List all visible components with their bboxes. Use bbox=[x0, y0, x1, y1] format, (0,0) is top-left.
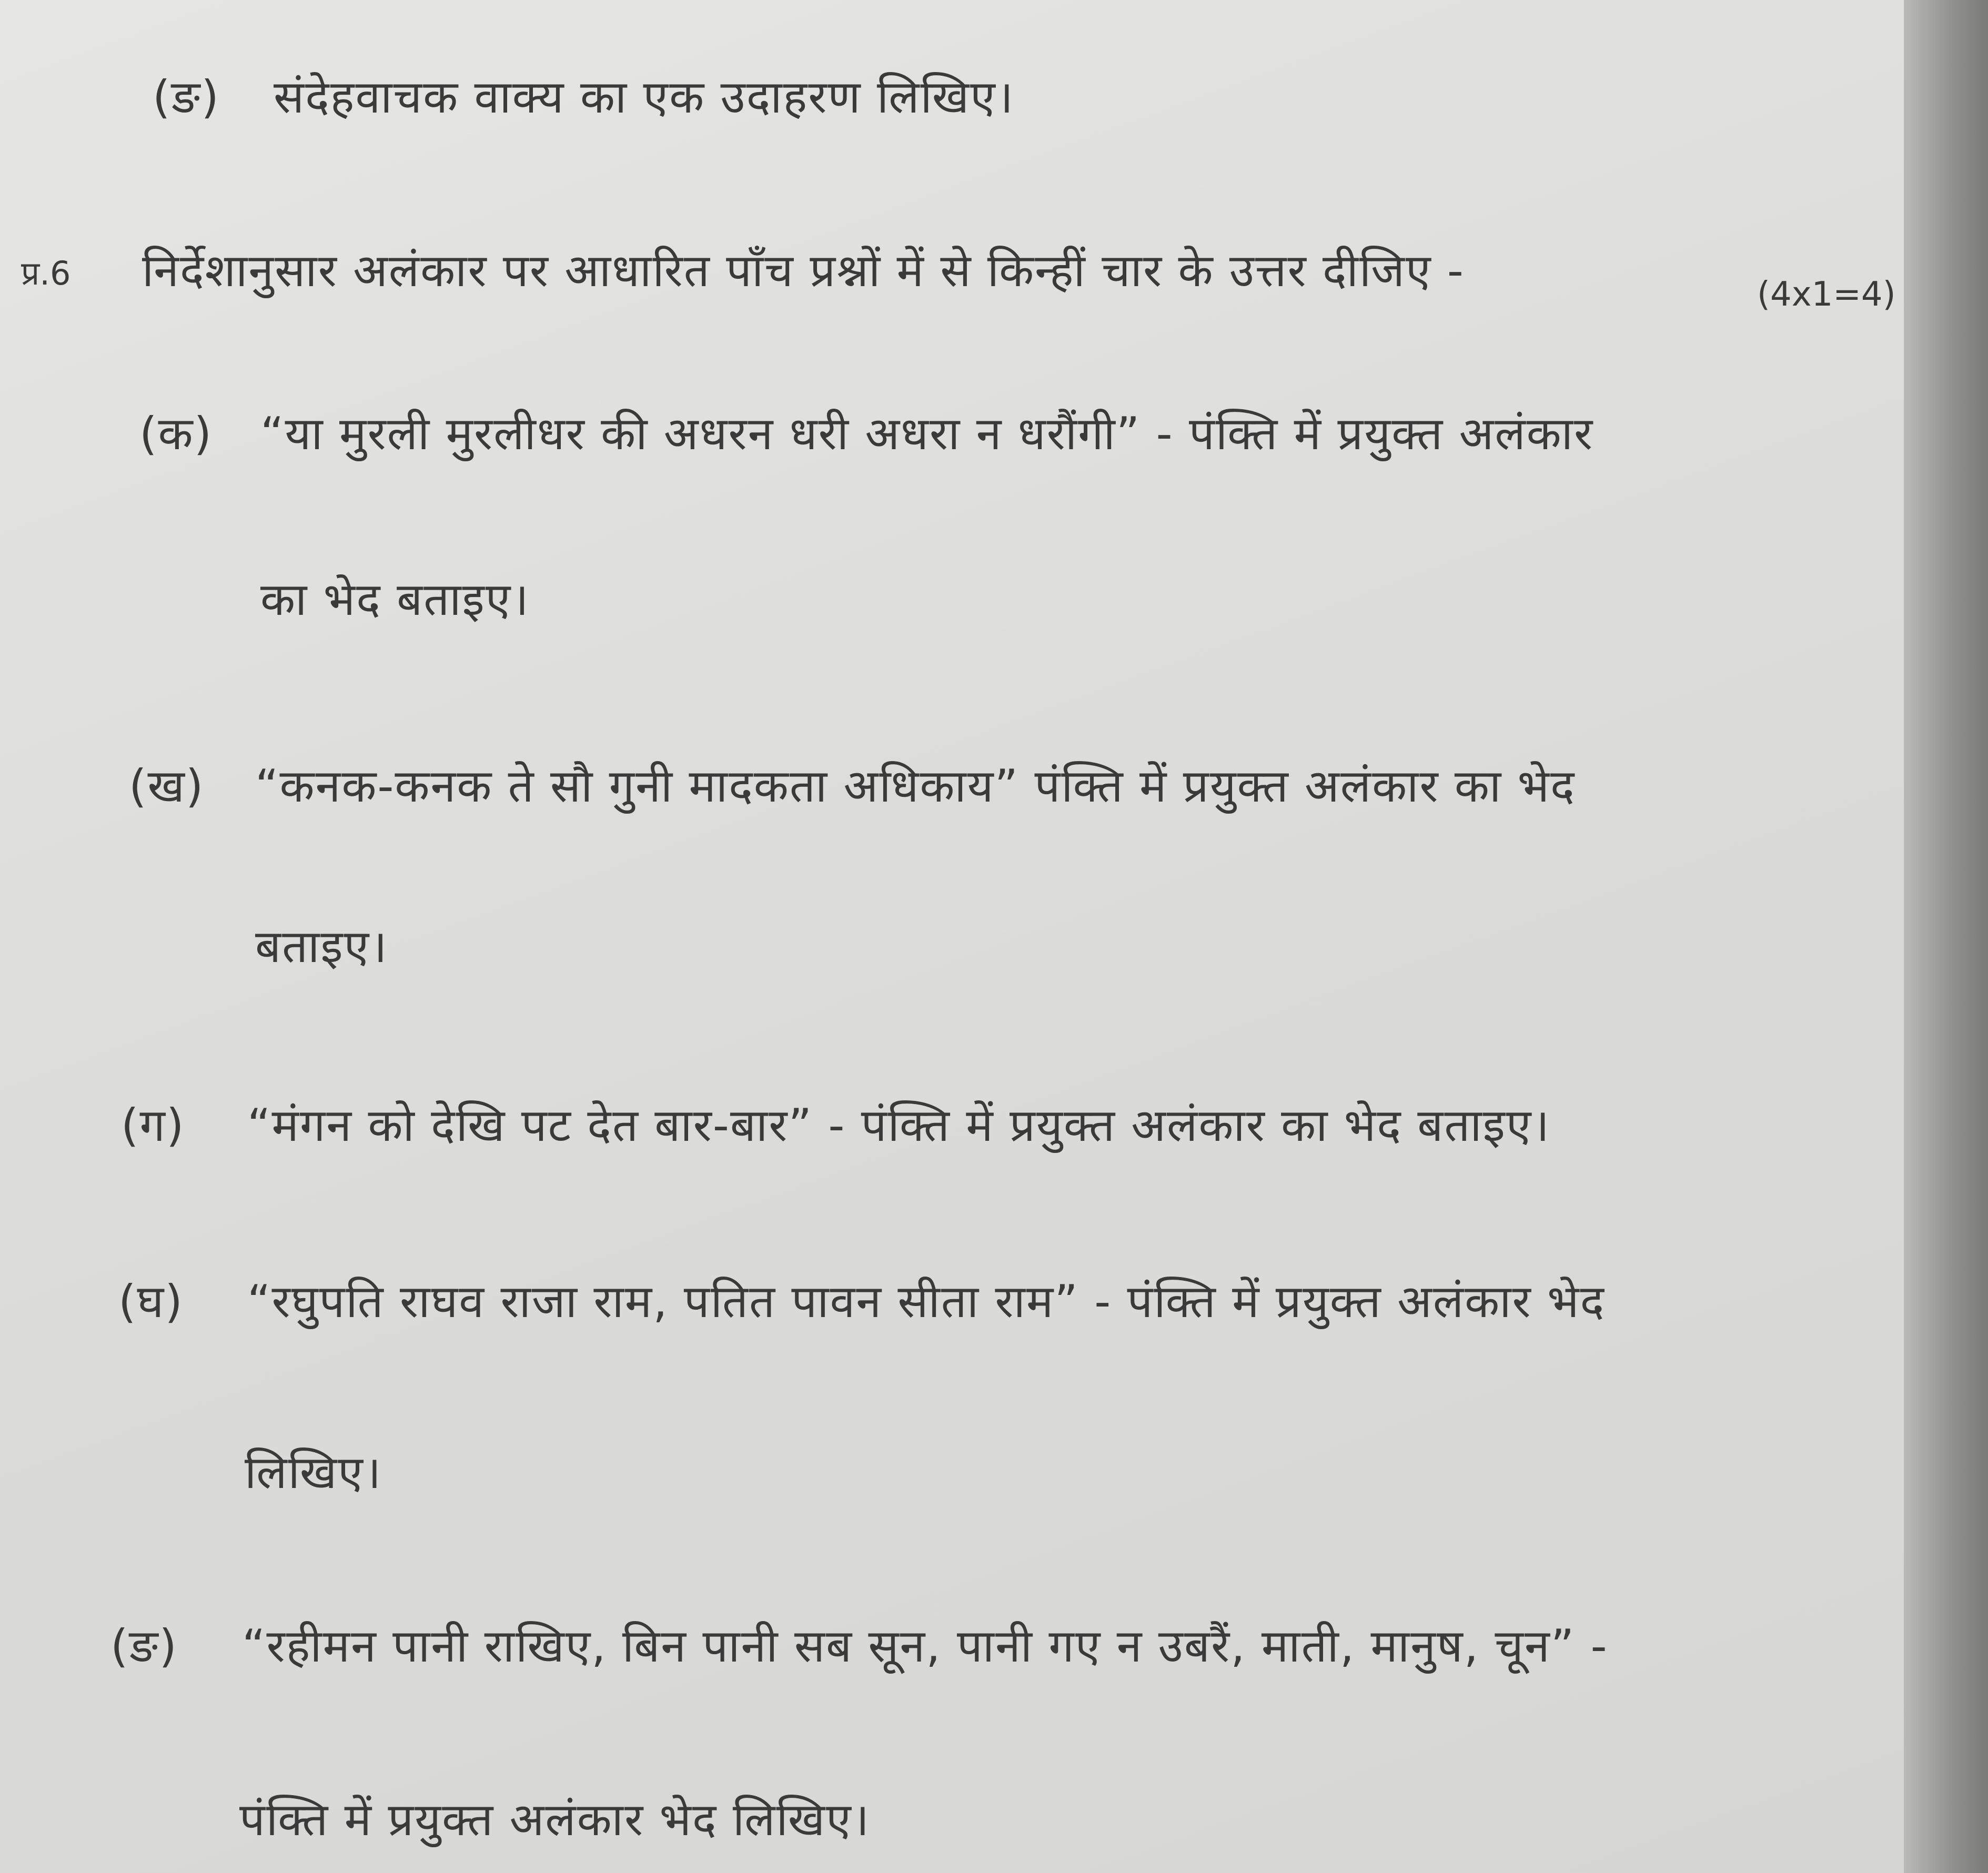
item-text: “रहीमन पानी राखिए, बिन पानी सब सून, पानी गए न उबरैं, माती, मानुष, चून” - bbox=[242, 1620, 1608, 1673]
item-text: “या मुरली मुरलीधर की अधरन धरी अधरा न धरौंगी” - पंक्ति में प्रयुक्त अलंकार bbox=[260, 408, 1594, 460]
list-item-ga bbox=[121, 1097, 1550, 1155]
item-text-continued: का भेद बताइए। bbox=[260, 573, 530, 626]
item-label: (ख) bbox=[129, 760, 205, 813]
list-item-gha bbox=[118, 1273, 1605, 1331]
item-text: “कनक-कनक ते सौ गुनी मादकता अधिकाय” पंक्ति में प्रयुक्त अलंकार का भेद bbox=[255, 760, 1576, 813]
prev-item-text: संदेहवाचक वाक्य का एक उदाहरण लिखिए। bbox=[274, 71, 1015, 124]
prev-item bbox=[153, 68, 1014, 126]
list-item-nga bbox=[110, 1617, 1608, 1675]
item-label: (ङ) bbox=[110, 1620, 178, 1673]
list-item-kha bbox=[129, 757, 1576, 815]
prev-item-label: (ङ) bbox=[153, 71, 220, 124]
item-text-continued: पंक्ति में प्रयुक्त अलंकार भेद लिखिए। bbox=[239, 1794, 871, 1846]
question-marks: (4x1=4) bbox=[1757, 275, 1896, 314]
item-text: “मंगन को देखि पट देत बार-बार” - पंक्ति में प्रयुक्त अलंकार का भेद बताइए। bbox=[247, 1099, 1551, 1152]
item-text-continued: बताइए। bbox=[255, 920, 388, 973]
item-text: “रघुपति राघव राजा राम, पतित पावन सीता राम” - पंक्ति में प्रयुक्त अलंकार भेद bbox=[247, 1275, 1606, 1328]
question-number: प्र.6 bbox=[21, 254, 71, 292]
item-text-continued: लिखिए। bbox=[245, 1446, 382, 1499]
item-label: (ग) bbox=[121, 1099, 185, 1152]
list-item-ka bbox=[139, 405, 1593, 463]
page-edge-shadow bbox=[1904, 0, 1988, 1873]
question-text: निर्देशानुसार अलंकार पर आधारित पाँच प्रश्नों में से किन्हीं चार के उत्तर दीजिए - bbox=[142, 245, 1465, 297]
item-label: (क) bbox=[139, 408, 213, 460]
item-label: (घ) bbox=[118, 1275, 184, 1328]
